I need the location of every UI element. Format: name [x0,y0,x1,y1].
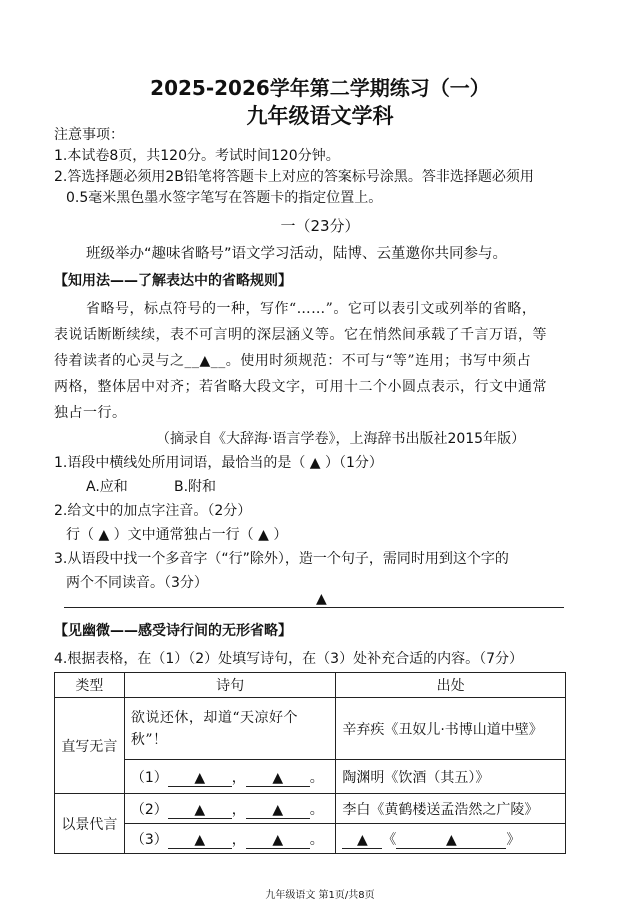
passage-line-5: 独占一行。 [54,405,127,421]
part2-title: 【见幽微——感受诗行间的无形省略】 [54,623,292,639]
part1-title: 【知用法——了解表达中的省略规则】 [54,273,292,289]
blank-field: ▲ [246,802,310,819]
question-2: 2.给文中的加点字注音。（2分） [54,503,252,519]
page-footer: 九年级语文 第1页/共8页 [265,890,375,901]
blank-field: ▲ [168,802,232,819]
notes-item-1: 1.本试卷8页，共120分。考试时间120分钟。 [54,148,340,164]
passage-source: （摘录自《大辞海·语言学卷》，上海辞书出版社2015年版） [156,431,526,447]
comma: ， [231,801,246,818]
exam-title: 2025-2026学年第二学期练习（一） [150,76,490,100]
book-close: 》 [506,831,521,848]
table-header-poem: 诗句 [124,673,336,698]
comma: ， [231,831,246,848]
table-row [55,794,566,824]
blank-field: ▲ [168,770,232,787]
blank-field: ▲ [168,832,232,849]
table-header-row [55,673,566,698]
comma: ， [231,769,246,786]
blank-number: （3） [130,831,168,848]
table-row [55,698,566,760]
question-3-line-a: 3.从语段中找一个多音字（“行”除外），造一个句子，需同时用到这个字的 [54,551,509,567]
question-1: 1.语段中横线处所用词语，最恰当的是（ ▲ ）（1分） [54,455,383,471]
table-header-type: 类型 [55,673,125,698]
table-row [55,824,566,854]
period: 。 [309,801,324,818]
passage-line-3: 待着读者的心灵与之__▲__。使用时须规范：不可与“等”连用；书写中须占 [54,353,532,369]
notes-item-2a: 2.答选择题必须用2B铅笔将答题卡上对应的答案标号涂黑。答非选择题必须用 [54,169,534,185]
source-cell-3: 李白《黄鹤楼送孟浩然之广陵》 [336,794,566,824]
answer-line [64,607,564,608]
table-row [55,760,566,794]
answer-triangle: ▲ [316,591,327,607]
question-2-items: 行（ ▲ ）文中通常独占一行（ ▲ ） [66,527,288,543]
blank-field: ▲ [342,832,382,849]
passage-line-4: 两格，整体居中对齐；若省略大段文字，可用十二个小圆点表示，行文中通常 [54,379,547,395]
exam-subject: 九年级语文学科 [246,104,394,128]
blank-field: ▲ [396,832,506,849]
notes-heading: 注意事项： [54,127,124,143]
table-header-source: 出处 [336,673,566,698]
notes-item-2b: 0.5毫米黑色墨水签字笔写在答题卡的指定位置上。 [66,190,383,206]
source-cell-4 [336,824,566,854]
blank-number: （1） [130,769,168,786]
question-1-option-a: A.应和 [86,479,128,495]
passage-line-2: 表说话断断续续，表不可言明的深层涵义等。它在悄然间承载了千言万语，等 [54,327,547,343]
question-1-option-b: B.附和 [174,479,217,495]
section-heading: 一（23分） [280,217,360,235]
period: 。 [309,831,324,848]
section-intro: 班级举办“趣味省略号”语文学习活动，陆博、云堇邀你共同参与。 [86,246,508,262]
poem-table [54,672,566,854]
period: 。 [309,769,324,786]
question-4: 4.根据表格，在（1）（2）处填写诗句，在（3）处补充合适的内容。（7分） [54,651,523,667]
blank-number: （2） [130,801,168,818]
poem-cell-1: 欲说还休，却道“天凉好个秋”！ [124,698,336,760]
type-scene: 以景代言 [55,794,125,854]
poem-cell-3 [124,794,336,824]
passage-line-1: 省略号，标点符号的一种，写作“……”。它可以表引文或列举的省略， [86,301,537,317]
blank-field: ▲ [246,770,310,787]
source-cell-1: 辛弃疾《丑奴儿·书博山道中壁》 [336,698,566,760]
question-3-line-b: 两个不同读音。（3分） [66,575,208,591]
blank-field: ▲ [246,832,310,849]
source-cell-2: 陶渊明《饮酒（其五）》 [336,760,566,794]
book-open: 《 [382,831,397,848]
poem-cell-4 [124,824,336,854]
poem-cell-2 [124,760,336,794]
type-direct: 直写无言 [55,698,125,794]
